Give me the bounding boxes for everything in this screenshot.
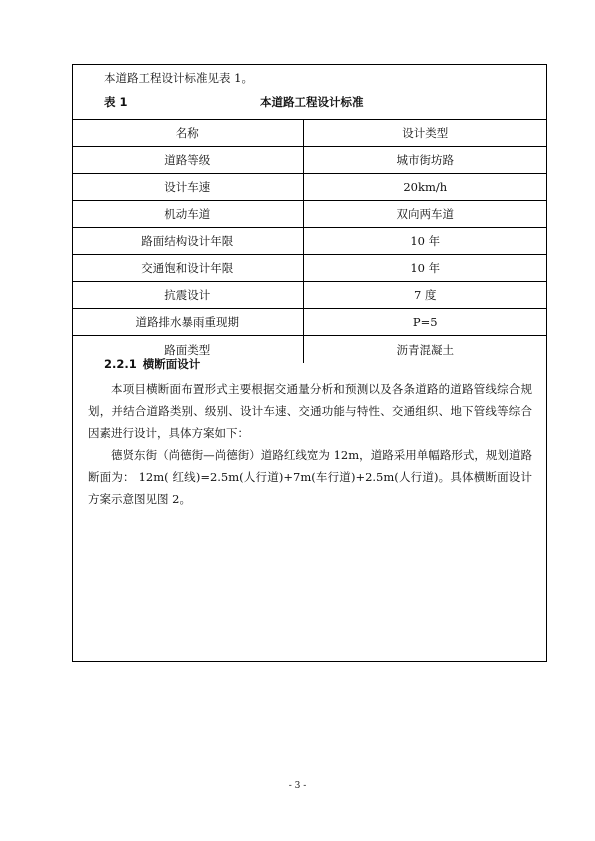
row-value-cell: 7 度 (303, 282, 547, 309)
row-value-cell: P=5 (303, 309, 547, 336)
row-name-cell: 设计车速 (72, 174, 303, 201)
row-value-cell: 双向两车道 (303, 201, 547, 228)
row-value-cell: 10 年 (303, 228, 547, 255)
section-body (88, 378, 532, 510)
header-design-type: 设计类型 (303, 120, 547, 147)
table-row (72, 228, 547, 255)
table-row (72, 309, 547, 336)
table-row (72, 255, 547, 282)
row-name-cell: 路面类型 (72, 336, 303, 364)
row-name-cell: 道路等级 (72, 147, 303, 174)
table-row (72, 147, 547, 174)
section-heading (104, 356, 200, 372)
section-number: 2.2.1 (104, 357, 137, 371)
row-value-cell: 10 年 (303, 255, 547, 282)
design-standards-table (72, 119, 547, 363)
header-name: 名称 (72, 120, 303, 147)
table-number: 表 1 (104, 95, 128, 109)
row-name-cell: 路面结构设计年限 (72, 228, 303, 255)
row-value-cell: 城市街坊路 (303, 147, 547, 174)
table-row (72, 282, 547, 309)
table-caption (104, 94, 524, 112)
paragraph: 本项目横断面布置形式主要根据交通量分析和预测以及各条道路的道路管线综合规划，并结合道路类别、级别、设计车速、交通功能与特性、交通组织、地下管线等综合因素进行设计，具体方案如下： (88, 382, 532, 440)
table-row (72, 201, 547, 228)
row-name-cell: 抗震设计 (72, 282, 303, 309)
table-header-row (72, 120, 547, 147)
row-value-cell: 沥青混凝土 (303, 336, 547, 364)
section-title: 横断面设计 (142, 357, 201, 371)
table-row (72, 174, 547, 201)
intro-text: 本道路工程设计标准见表 1。 (104, 71, 253, 85)
row-value-cell: 20km/h (303, 174, 547, 201)
page-number: - 3 - (288, 781, 307, 791)
table-title: 本道路工程设计标准 (260, 95, 364, 109)
row-name-cell: 交通饱和设计年限 (72, 255, 303, 282)
row-name-cell: 道路排水暴雨重现期 (72, 309, 303, 336)
row-name-cell: 机动车道 (72, 201, 303, 228)
paragraph: 德贤东街（尚德街—尚德街）道路红线宽为 12m，道路采用单幅路形式，规划道路断面为： 12m( 红线)=2.5m(人行道)+7m(车行道)+2.5m(人行道)。具体横断面设计方案示意图见图 2。 (88, 448, 532, 506)
